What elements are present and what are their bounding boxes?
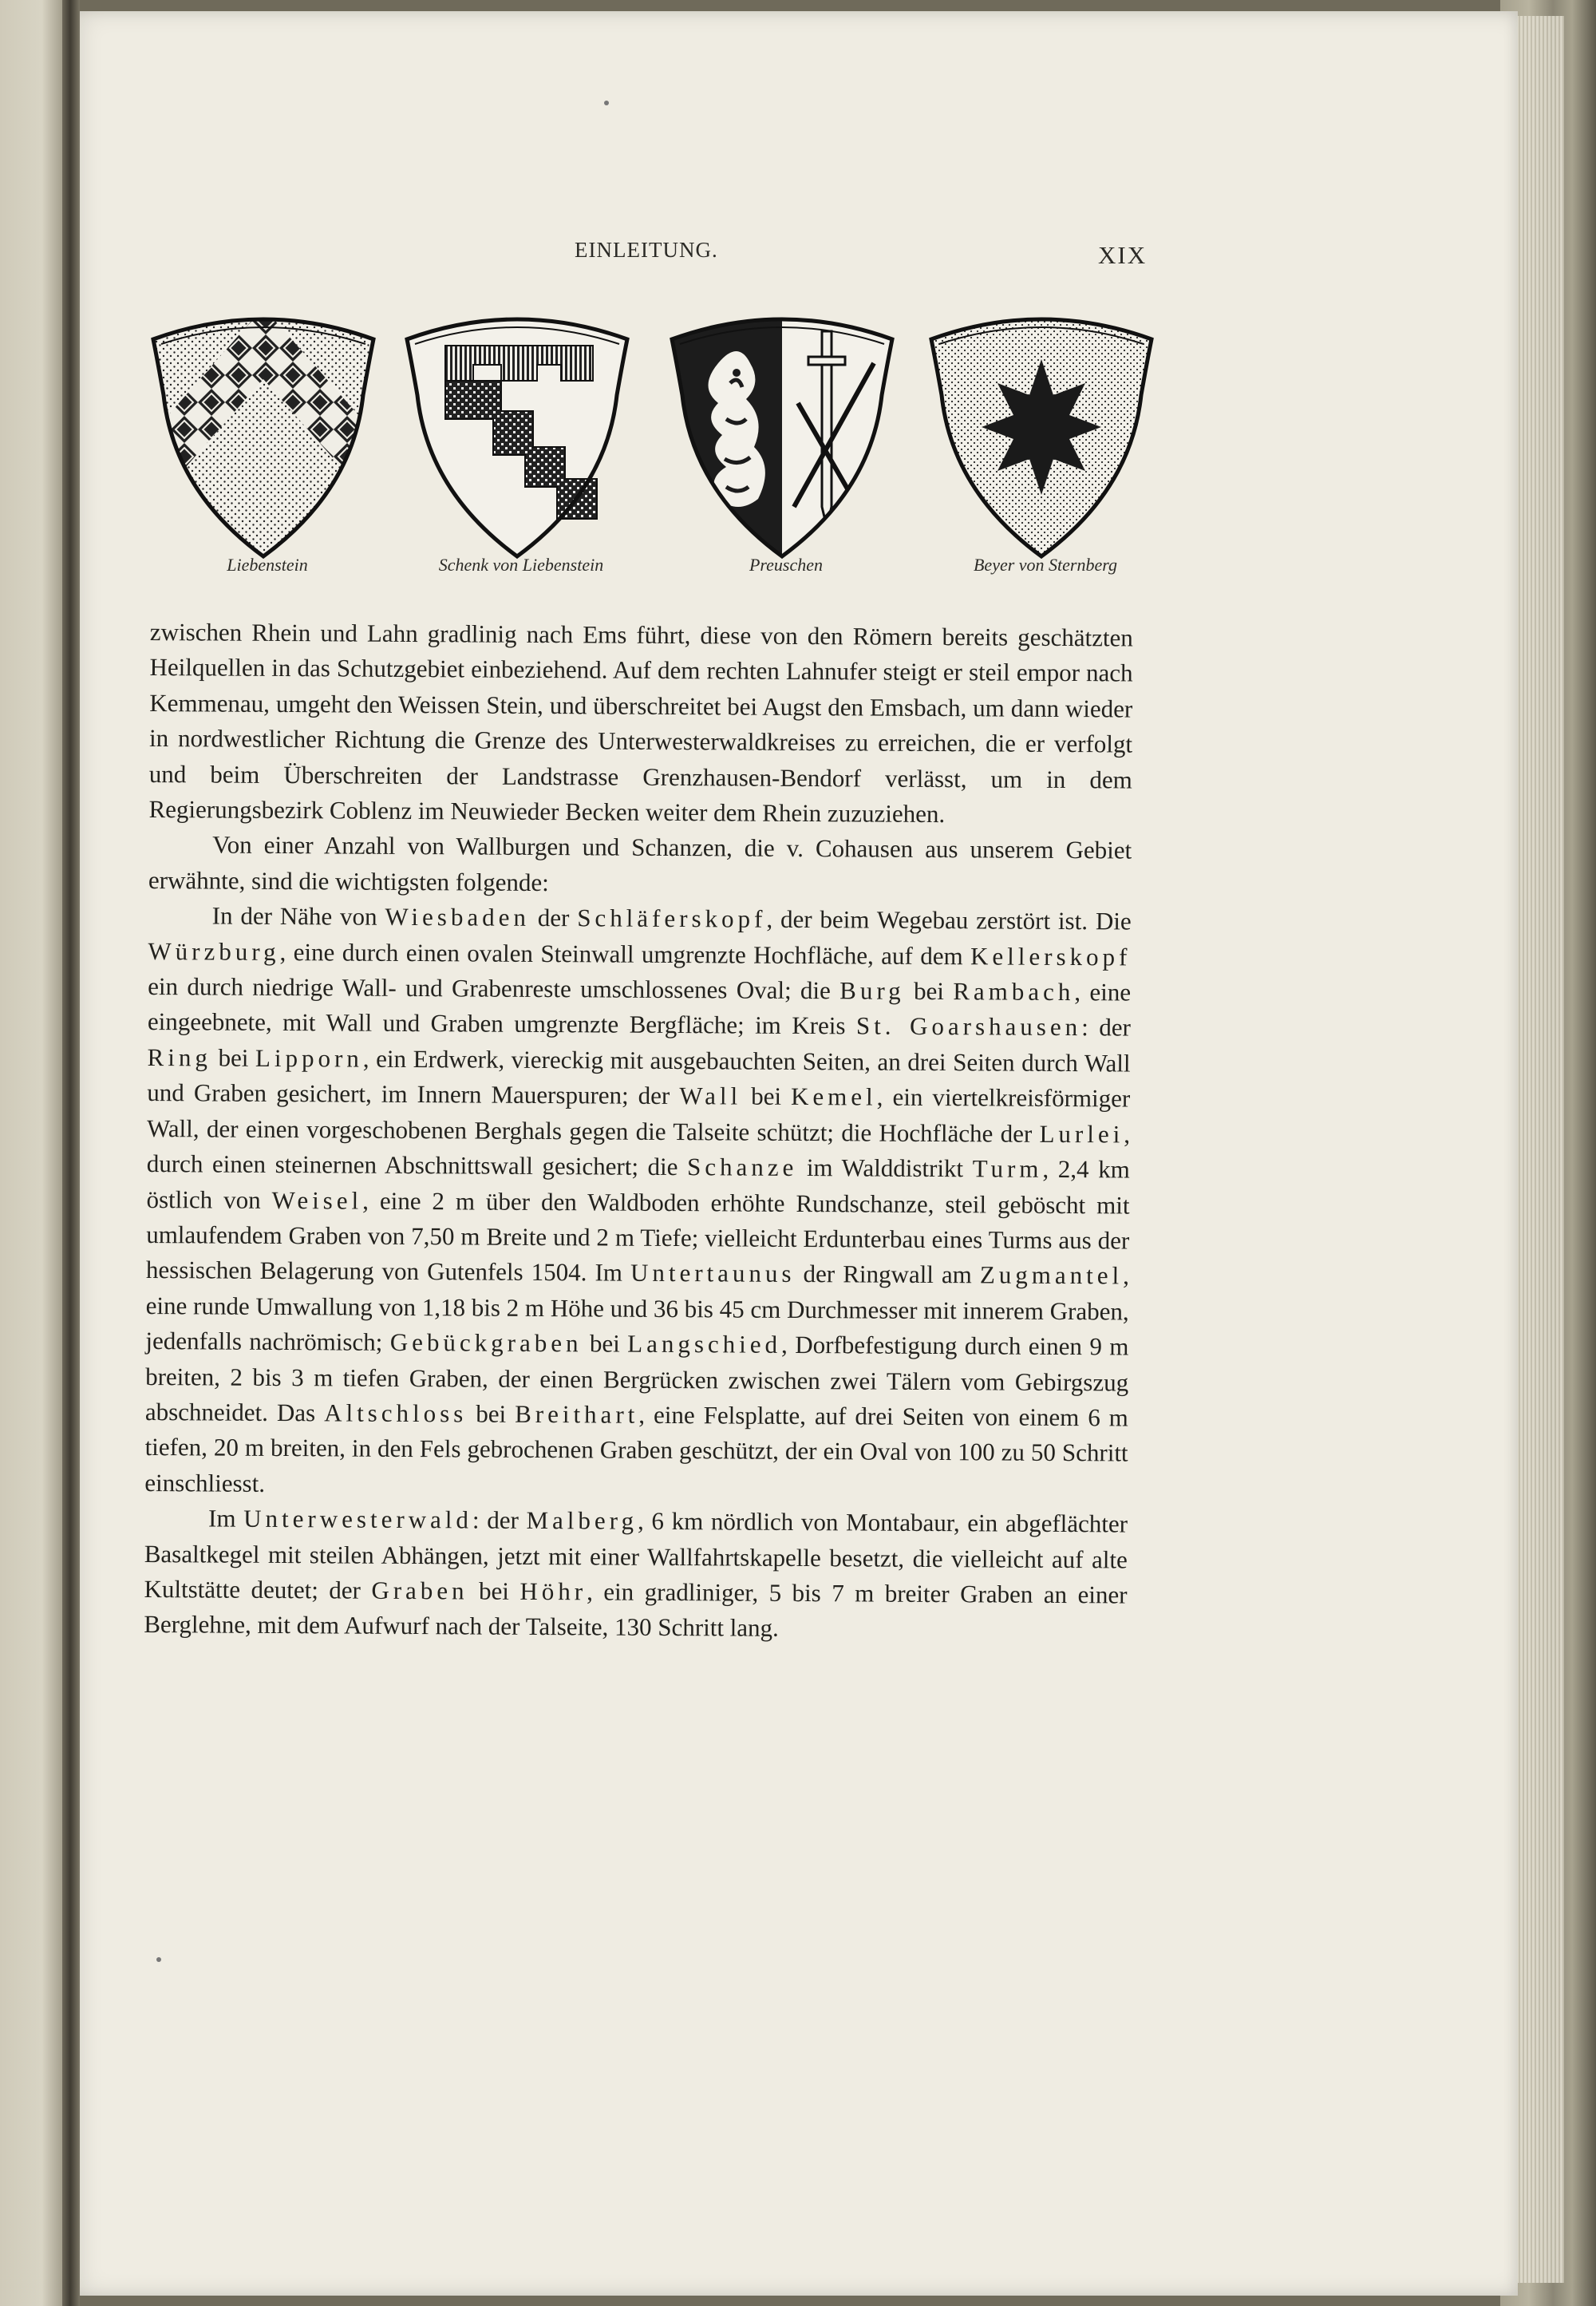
spaced-term: Burg [839, 976, 905, 1005]
spaced-term: Schläferskopf [577, 904, 767, 933]
step-bend-shield-icon [397, 307, 637, 563]
spaced-term: Altschloss [324, 1398, 468, 1428]
paragraph [148, 615, 1133, 833]
text-run: , eine eingeebnete, mit Wall und Graben umgrenzte Bergfläche; im Kreis [147, 978, 1132, 1040]
body-text [144, 615, 1133, 1648]
text-run: , eine 2 m über den Waldboden erhöhte Rundschanze, steil geböscht mit umlaufendem Graben von 7,50 m Breite und 2 m Tiefe; vielleicht Erdunterbau eines Turms aus der hessischen Belagerung von Gutenfels 1504. Im [145, 1186, 1130, 1287]
spaced-term: Wall [679, 1082, 742, 1110]
paragraph [144, 1501, 1128, 1648]
text-run: , ein gradliniger, 5 bis 7 m breiter Graben an einer Berglehne, mit dem Aufwurf nach der Talseite, 130 Schritt lang. [144, 1577, 1128, 1643]
paper-speck [604, 101, 609, 105]
spaced-term: Rambach [953, 977, 1075, 1007]
text-run: , 6 km nördlich von Montabaur, ein abgeflächter Basaltkegel mit steilen Abhängen, jetzt mit einer Wallfahrtskapelle besetzt, die vielleicht auf alte Kultstätte deutet; der [144, 1506, 1128, 1604]
eight-point-star-shield-icon [922, 307, 1161, 563]
crest-caption: Liebenstein [227, 555, 308, 575]
book-gutter [62, 0, 80, 2306]
coat-of-arms-liebenstein [144, 307, 383, 575]
text-run: zwischen Rhein und Lahn gradlinig nach Ems führt, diese von den Römern bereits geschätzten Heilquellen in das Schutzgebiet einbeziehend. Auf dem rechten Lahnufer steigt er steil empor nach Kemmenau, umgeht den Weissen Stein, und überschreitet bei Augst den Emsbach, um dann wieder in nordwestlicher Richtung die Grenze des Unterwesterwaldkreises zu erreichen, die er verfolgt und beim Überschreiten der Landstrasse Grenzhausen-Bendorf verlässt, um in dem Regierungsbezirk Coblenz im Neuwieder Becken weiter dem Rhein zuzuziehen. [148, 617, 1133, 829]
spaced-term: Zugmantel [979, 1260, 1124, 1290]
text-run: , Dorfbefestigung durch einen 9 m breiten, 2 bis 3 m tiefen Graben, der einen Bergrücken zwischen zwei Tälern vom Gebirgszug abschneidet. Das [144, 1330, 1129, 1427]
page-number: XIX [1098, 241, 1148, 269]
spaced-term: Langschied [627, 1329, 782, 1359]
running-head [0, 230, 1596, 270]
running-head-title: EINLEITUNG. [575, 238, 718, 262]
coat-of-arms-schenk-von-liebenstein [397, 307, 637, 575]
crest-caption: Schenk von Liebenstein [438, 555, 604, 575]
text-run: : der [1081, 1013, 1131, 1042]
text-run: , durch einen steinernen Abschnittswall gesichert; die [146, 1120, 1131, 1181]
spaced-term: St. Goarshausen [855, 1011, 1082, 1042]
spaced-term: Breithart [515, 1399, 639, 1429]
spaced-term: Würzburg [148, 936, 280, 966]
spaced-term: Wiesbaden [385, 903, 531, 932]
text-run: , 2,4 km östlich von [146, 1154, 1130, 1214]
spaced-term: Untertaunus [630, 1259, 796, 1288]
lion-swords-shield-icon [662, 307, 902, 563]
spaced-term: Ring [147, 1042, 212, 1072]
text-run: , ein viertelkreisförmiger Wall, der einen vorgeschobenen Berghals gegen die Talseite schützt; die Hochfläche der [146, 1082, 1131, 1148]
paragraph [148, 827, 1132, 904]
text-run: Von einer Anzahl von Wallburgen und Schanzen, die v. Cohausen aus unserem Gebiet erwähnte, sind die wichtigsten folgende: [148, 830, 1132, 896]
coat-of-arms-beyer-von-sternberg [922, 307, 1161, 575]
spaced-term: Weisel [271, 1185, 363, 1215]
text-run: , eine Felsplatte, auf drei Seiten von einem 6 m tiefen, 20 m breiten, in den Fels gebrochenen Graben geschützt, der ein Oval von 100 zu 50 Schritt einschliesst. [144, 1400, 1128, 1497]
crest-caption: Beyer von Sternberg [973, 555, 1117, 575]
spaced-term: Höhr [519, 1576, 587, 1606]
coats-of-arms-row [144, 307, 1181, 603]
spaced-term: Schanze [686, 1153, 798, 1182]
spaced-term: Kemel [790, 1082, 877, 1111]
spaced-term: Unterwesterwald [243, 1504, 473, 1534]
text-run: ein durch niedrige Wall- und Grabenreste umschlossenes Oval; die [148, 972, 840, 1005]
text-run: : der [472, 1505, 527, 1535]
text-run: , ein Erdwerk, viereckig mit ausgebauchten Seiten, an drei Seiten durch Wall und Graben gesichert, im Innern Mauerspuren; der [147, 1044, 1131, 1110]
paragraph [144, 898, 1132, 1506]
text-run: , eine durch einen ovalen Steinwall umgrenzte Hochfläche, auf dem [279, 937, 971, 970]
text-run: , der beim Wegebau zerstört ist. Die [766, 904, 1132, 935]
text-run: im Walddistrikt [797, 1153, 973, 1183]
text-run: Im [207, 1504, 244, 1533]
spaced-term: Malberg [526, 1506, 638, 1535]
text-run: bei [211, 1043, 256, 1072]
text-run: bei [741, 1082, 792, 1111]
spaced-term: Kellerskopf [970, 941, 1132, 971]
crest-caption: Preuschen [749, 555, 824, 575]
text-run: der Ringwall am [795, 1260, 981, 1289]
coat-of-arms-preuschen [662, 307, 902, 575]
spaced-term: Turm [972, 1154, 1043, 1183]
spaced-term: Graben [371, 1576, 468, 1605]
chevron-diamond-shield-icon [144, 307, 383, 563]
text-run: , eine runde Umwallung von 1,18 bis 2 m Höhe und 36 bis 45 cm Durchmesser mit innerem Graben, jedenfalls nachrömisch; [145, 1261, 1130, 1356]
text-run: bei [904, 976, 954, 1006]
paper-speck [156, 1957, 161, 1962]
text-run: bei [468, 1576, 520, 1605]
spaced-term: Lurlei [1039, 1119, 1124, 1149]
spaced-term: Lipporn [255, 1043, 363, 1073]
text-run: In der Nähe von [211, 901, 385, 931]
text-run: bei [582, 1329, 628, 1358]
text-run: der [529, 904, 578, 932]
text-run: bei [467, 1399, 516, 1428]
spaced-term: Gebückgraben [389, 1327, 583, 1358]
